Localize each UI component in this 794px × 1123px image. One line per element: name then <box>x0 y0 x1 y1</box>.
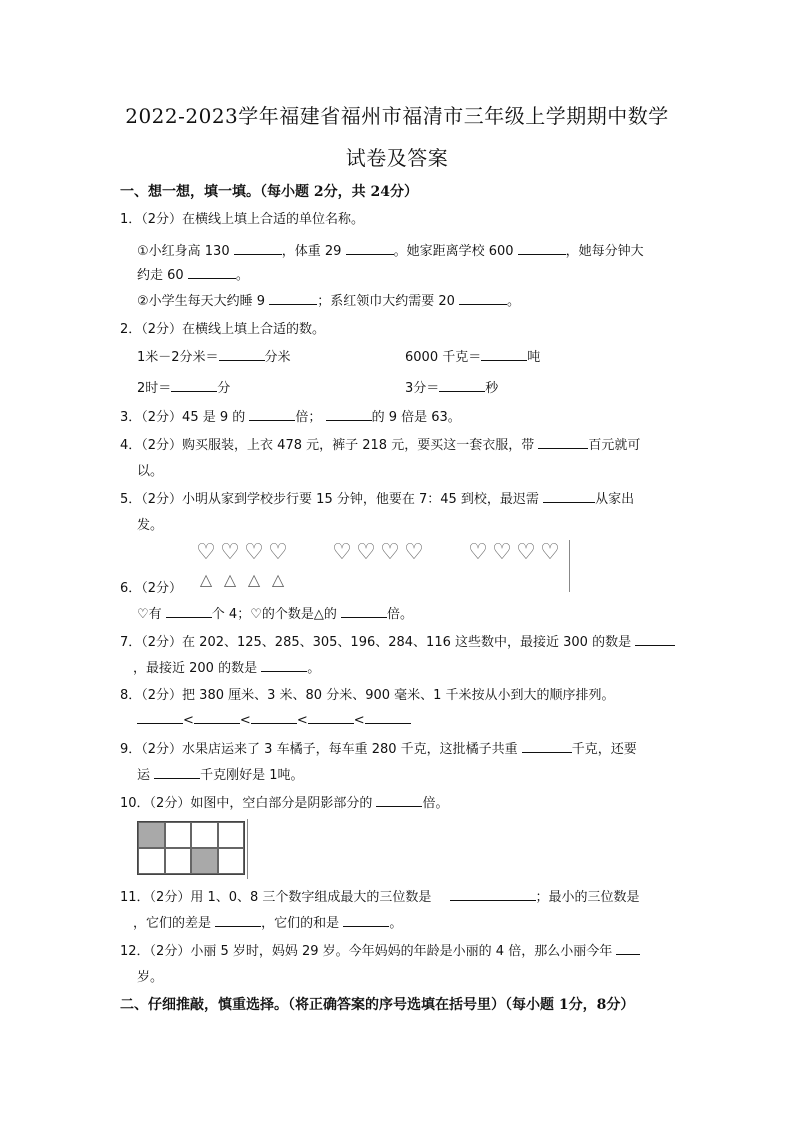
answer-blank[interactable] <box>269 291 317 305</box>
answer-blank[interactable] <box>346 241 394 255</box>
answer-blank[interactable] <box>154 765 200 779</box>
q1-text: ②小学生每天大约睡 9 <box>137 294 266 309</box>
q2-item-3 <box>137 377 230 396</box>
answer-blank[interactable] <box>543 489 595 503</box>
q2-stem: 2．（2分）在横线上填上合适的数。 <box>120 322 326 337</box>
answer-blank[interactable] <box>365 710 411 724</box>
q12-text: 12．（2分）小丽 5 岁时，妈妈 29 岁。今年妈妈的年龄是小丽的 4 倍，那么小丽今年 <box>120 944 613 959</box>
q6-label: 6．（2分） <box>120 581 183 596</box>
answer-blank[interactable] <box>439 378 485 392</box>
answer-blank[interactable] <box>194 710 240 724</box>
answer-blank[interactable] <box>635 632 675 646</box>
blank-cell <box>218 848 245 874</box>
heart-icon: ♡ <box>516 540 536 565</box>
answer-blank[interactable] <box>188 265 236 279</box>
answer-blank[interactable] <box>459 291 507 305</box>
answer-blank[interactable] <box>234 241 282 255</box>
q2-item-1 <box>137 346 291 365</box>
heart-icon: ♡ <box>468 540 488 565</box>
q7 <box>120 631 675 650</box>
q1-line3 <box>137 290 520 309</box>
q2-text: 吨 <box>527 350 541 365</box>
q11 <box>120 886 640 905</box>
q1-text: ，体重 29 <box>281 244 342 259</box>
q9-text: 9．（2分）水果店运来了 3 车橘子，每车重 280 千克，这批橘子共重 <box>120 742 518 757</box>
q4-text: 4．（2分）购买服装，上衣 478 元，裤子 218 元，要买这一套衣服，带 <box>120 438 535 453</box>
answer-blank[interactable] <box>261 658 307 672</box>
q7-cont <box>133 657 320 676</box>
answer-blank[interactable] <box>616 941 640 955</box>
less-than-sign: < <box>353 713 365 728</box>
q11-text: ，它们的差是 <box>133 916 212 931</box>
q2-text: 分 <box>217 381 231 396</box>
q6-figure <box>190 540 570 592</box>
q11-cont <box>133 912 402 931</box>
q10 <box>120 792 448 811</box>
heart-icon: ♡ <box>196 540 216 565</box>
q9-cont <box>137 764 304 783</box>
answer-blank[interactable] <box>376 793 422 807</box>
q1-line1 <box>137 240 644 259</box>
q1-text: ①小红身高 130 <box>137 244 230 259</box>
figure-border <box>247 819 248 879</box>
triangle-icon: △ <box>247 570 261 589</box>
q2-text: 3分＝ <box>405 381 440 396</box>
q11-text: 11．（2分）用 1、0、8 三个数字组成最大的三位数是 <box>120 890 432 905</box>
heart-icon: ♡ <box>492 540 512 565</box>
q11-text: 。 <box>389 916 403 931</box>
q1-stem: 1．（2分）在横线上填上合适的单位名称。 <box>120 212 365 227</box>
q4-text: 百元就可 <box>588 438 641 453</box>
figure-border <box>569 540 570 592</box>
q6-text: 个 4；♡的个数是△的 <box>211 607 337 622</box>
answer-blank[interactable] <box>215 913 261 927</box>
answer-blank[interactable] <box>481 347 527 361</box>
heart-icon: ♡ <box>404 540 424 565</box>
less-than-sign: < <box>296 713 308 728</box>
answer-blank[interactable] <box>251 710 297 724</box>
answer-blank[interactable] <box>341 604 387 618</box>
q9-text: 运 <box>137 768 151 783</box>
spacer <box>290 542 330 564</box>
answer-blank[interactable] <box>137 710 183 724</box>
answer-blank[interactable] <box>166 604 212 618</box>
q4-cont: 以。 <box>137 464 164 479</box>
q1-text: 。 <box>235 268 249 283</box>
heart-icon: ♡ <box>540 540 560 565</box>
q1-text: ，她每分钟大 <box>565 244 644 259</box>
q3 <box>120 406 461 425</box>
q2-text: 秒 <box>485 381 499 396</box>
q1-text: 约走 60 <box>137 268 184 283</box>
blank-cell <box>165 822 192 848</box>
heart-icon: ♡ <box>332 540 352 565</box>
heart-icon: ♡ <box>380 540 400 565</box>
q10-text: 10．（2分）如图中，空白部分是阴影部分的 <box>120 796 373 811</box>
q1-text: 。 <box>507 294 521 309</box>
answer-blank[interactable] <box>522 739 572 753</box>
q2-text: 分米 <box>264 350 291 365</box>
shaded-cell <box>191 848 218 874</box>
q5-cont: 发。 <box>137 518 164 533</box>
heart-icon: ♡ <box>244 540 264 565</box>
q5 <box>120 488 634 507</box>
q12-cont: 岁。 <box>137 970 164 985</box>
q11-text: ；最小的三位数是 <box>535 890 640 905</box>
heart-icon: ♡ <box>268 540 288 565</box>
blank-cell <box>138 848 165 874</box>
answer-blank[interactable] <box>171 378 217 392</box>
q12 <box>120 940 640 959</box>
q1-text: ；系红领巾大约需要 20 <box>317 294 455 309</box>
q9 <box>120 738 637 757</box>
answer-blank[interactable] <box>308 710 354 724</box>
page-subtitle: 试卷及答案 <box>345 146 449 170</box>
q7-text: ，最接近 200 的数是 <box>133 661 258 676</box>
section-1-heading: 一、想一想，填一填。（每小题 2分，共 24分） <box>120 184 418 200</box>
q5-text: 5．（2分）小明从家到学校步行要 15 分钟，他要在 7：45 到校，最迟需 <box>120 492 539 507</box>
page-title: 2022-2023学年福建省福州市福清市三年级上学期期中数学 <box>125 104 669 128</box>
q7-text: 7．（2分）在 202、125、285、305、196、284、116 这些数中，最接近 300 的数是 <box>120 635 632 650</box>
blank-cell <box>218 822 245 848</box>
answer-blank[interactable] <box>450 887 536 901</box>
heart-icon: ♡ <box>356 540 376 565</box>
q1-line2 <box>137 264 249 283</box>
answer-blank[interactable] <box>343 913 389 927</box>
q11-text: ，它们的和是 <box>261 916 340 931</box>
q6-text: ♡有 <box>137 607 162 622</box>
q7-text: 。 <box>307 661 321 676</box>
q2-item-4 <box>405 377 498 396</box>
less-than-sign: < <box>239 713 251 728</box>
q9-text: 千克刚好是 1吨。 <box>200 768 304 783</box>
heart-icon: ♡ <box>220 540 240 565</box>
q9-text: 千克，还要 <box>571 742 637 757</box>
q3-text: 的 9 倍是 63。 <box>371 410 461 425</box>
triangle-icon: △ <box>199 570 213 589</box>
q10-grid-figure <box>137 821 245 875</box>
q3-text: 3．（2分）45 是 9 的 <box>120 410 246 425</box>
answer-blank[interactable] <box>538 435 588 449</box>
triangle-icon: △ <box>271 570 285 589</box>
spacer <box>426 542 466 564</box>
section-2-heading: 二、仔细推敲，慎重选择。（将正确答案的序号选填在括号里）（每小题 1分，8分） <box>120 997 635 1013</box>
q1-text: 。她家距离学校 600 <box>393 244 514 259</box>
answer-blank[interactable] <box>249 407 295 421</box>
q2-text: 6000 千克＝ <box>405 350 482 365</box>
q2-text: 1米－2分米＝ <box>137 350 219 365</box>
blank-cell <box>165 848 192 874</box>
q5-text: 从家出 <box>595 492 635 507</box>
q2-text: 2时＝ <box>137 381 172 396</box>
triangles-row <box>194 570 290 589</box>
triangle-icon: △ <box>223 570 237 589</box>
q6 <box>137 603 413 622</box>
blank-cell <box>191 822 218 848</box>
hearts-row <box>194 542 562 564</box>
answer-blank[interactable] <box>326 407 372 421</box>
q4 <box>120 434 640 453</box>
answer-blank[interactable] <box>219 347 265 361</box>
q2-item-2 <box>405 346 540 365</box>
q6-text: 倍。 <box>387 607 414 622</box>
q8-stem: 8．（2分）把 380 厘米、3 米、80 分米、900 毫米、1 千米按从小到大的顺序排列。 <box>120 688 615 703</box>
less-than-sign: < <box>183 713 194 728</box>
q3-text: 倍； <box>295 410 322 425</box>
answer-blank[interactable] <box>518 241 566 255</box>
shaded-cell <box>138 822 165 848</box>
q10-text: 倍。 <box>422 796 449 811</box>
q8-order <box>137 710 411 728</box>
